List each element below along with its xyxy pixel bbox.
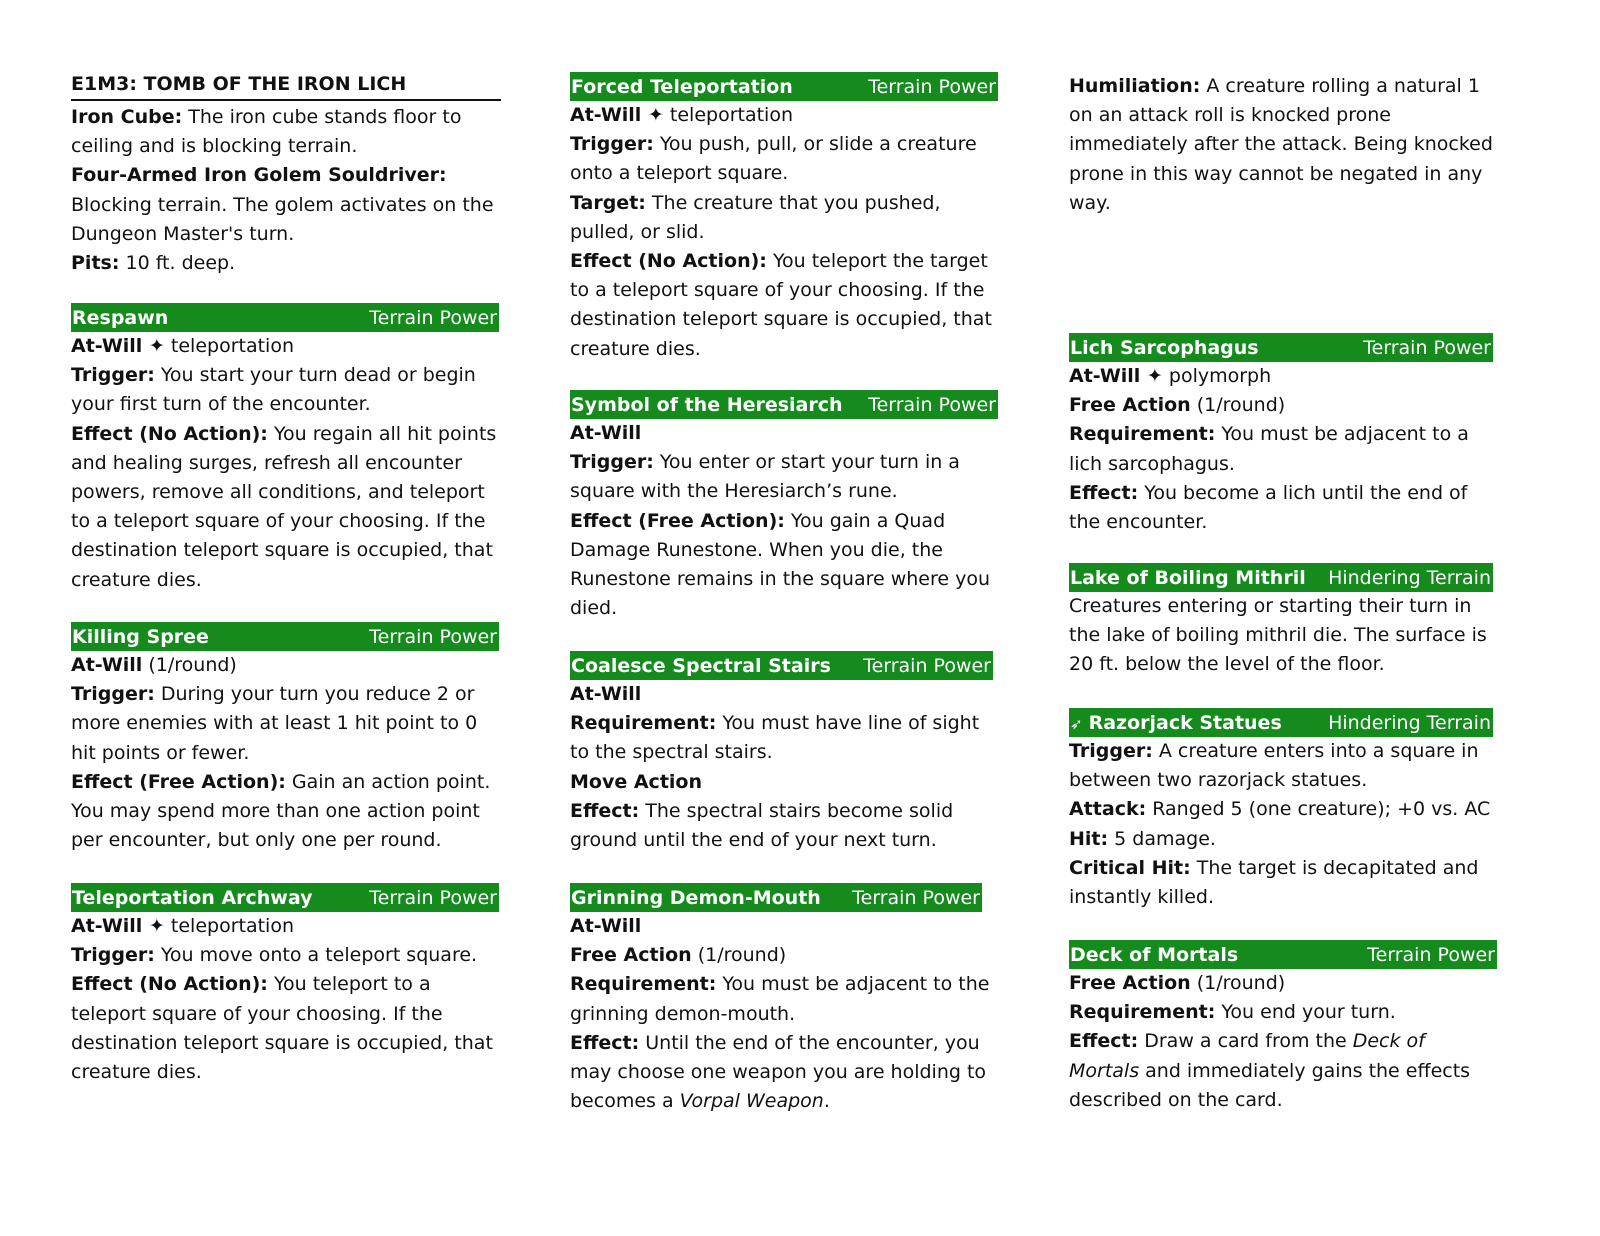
forced-teleportation-target: Target: The creature that you pushed, pulled, or slid. — [570, 191, 941, 243]
demon-mouth-header: Grinning Demon-Mouth Terrain Power — [570, 883, 982, 912]
forced-teleportation-usage: At-Will ✦ teleportation — [570, 104, 793, 126]
lich-sarcophagus-usage: At-Will ✦ polymorph — [1069, 365, 1272, 387]
demon-mouth-requirement: Requirement: You must be adjacent to the grinning demon-mouth. — [570, 973, 990, 1025]
spectral-stairs-usage: At-Will — [570, 683, 642, 705]
demon-mouth-usage: At-Will — [570, 915, 642, 937]
forced-teleportation-effect: Effect (No Action): You teleport the target to a teleport square of your choosing. If the destination teleport square is occupied, that creature dies. — [570, 250, 992, 360]
deck-of-mortals-requirement: Requirement: You end your turn. — [1069, 1001, 1396, 1024]
forced-teleportation-trigger: Trigger: You push, pull, or slide a creature onto a teleport square. — [570, 133, 977, 185]
teleportation-archway-header: Teleportation Archway Terrain Power — [71, 883, 499, 912]
page-title: E1M3: TOMB OF THE IRON LICH — [71, 72, 501, 101]
deck-of-mortals-header: Deck of Mortals Terrain Power — [1069, 940, 1497, 969]
boiling-mithril-text: Creatures entering or starting their turn in the lake of boiling mithril die. The surface is 20 ft. below the level of the floor. — [1069, 595, 1487, 676]
spectral-stairs-requirement: Requirement: You must have line of sight to the spectral stairs. — [570, 712, 980, 764]
lich-sarcophagus-action: Free Action (1/round) — [1069, 394, 1286, 417]
symbol-heresiarch-card — [570, 390, 998, 623]
symbol-heresiarch-effect: Effect (Free Action): You gain a Quad Damage Runestone. When you die, the Runestone remains in the square where you died. — [570, 509, 991, 620]
killing-spree-trigger: Trigger: During your turn you reduce 2 or more enemies with at least 1 hit point to 0 hit points or fewer. — [71, 683, 478, 764]
humiliation-entry: Humiliation: A creature rolling a natural 1 on an attack roll is knocked prone immediately after the attack. Being knocked prone in this way cannot be negated in any way. — [1069, 75, 1493, 214]
lich-sarcophagus-card — [1069, 333, 1493, 537]
razorjack-header: ➶ Razorjack Statues Hindering Terrain — [1069, 708, 1493, 737]
deck-of-mortals-card — [1069, 940, 1497, 1115]
boiling-mithril-card — [1069, 563, 1493, 680]
iron-cube-entry: Iron Cube: The iron cube stands floor to ceiling and is blocking terrain. — [71, 106, 462, 158]
razorjack-critical-hit: Critical Hit: The target is decapitated and instantly killed. — [1069, 856, 1479, 909]
razorjack-trigger: Trigger: A creature enters into a square in between two razorjack statues. — [1069, 740, 1479, 792]
lich-sarcophagus-effect: Effect: You become a lich until the end of the encounter. — [1069, 481, 1468, 534]
symbol-heresiarch-usage: At-Will — [570, 422, 642, 444]
spectral-stairs-effect: Effect: The spectral stairs become solid ground until the end of your next turn. — [570, 799, 954, 852]
respawn-card — [71, 303, 499, 595]
respawn-usage: At-Will ✦ teleportation — [71, 335, 294, 357]
demon-mouth-action: Free Action (1/round) — [570, 944, 787, 967]
symbol-heresiarch-trigger: Trigger: You enter or start your turn in a square with the Heresiarch’s rune. — [570, 451, 960, 503]
respawn-trigger: Trigger: You start your turn dead or begin your first turn of the encounter. — [71, 364, 476, 416]
pits-entry: Pits: 10 ft. deep. — [71, 252, 236, 275]
forced-teleportation-header: Forced Teleportation Terrain Power — [570, 72, 998, 101]
razorjack-attack: Attack: Ranged 5 (one creature); +0 vs. AC — [1069, 798, 1491, 821]
lich-sarcophagus-requirement: Requirement: You must be adjacent to a lich sarcophagus. — [1069, 423, 1469, 475]
intro-block — [71, 72, 501, 278]
spectral-stairs-action: Move Action — [570, 770, 702, 793]
respawn-effect: Effect (No Action): You regain all hit points and healing surges, refresh all encounter powers, remove all conditions, and teleport to a teleport square of your choosing. If the destination teleport square is occupied, that creature dies. — [71, 422, 497, 591]
demon-mouth-card — [570, 883, 998, 1116]
humiliation-block — [1069, 72, 1499, 218]
killing-spree-effect: Effect (Free Action): Gain an action point. You may spend more than one action point per encounter, but only one per round. — [71, 770, 491, 852]
razorjack-hit: Hit: 5 damage. — [1069, 827, 1216, 850]
respawn-header: Respawn Terrain Power — [71, 303, 499, 332]
lich-sarcophagus-header: Lich Sarcophagus Terrain Power — [1069, 333, 1493, 362]
razorjack-card — [1069, 708, 1493, 912]
teleportation-archway-effect: Effect (No Action): You teleport to a teleport square of your choosing. If the destination teleport square is occupied, that creature dies. — [71, 973, 493, 1084]
boiling-mithril-header: Lake of Boiling Mithril Hindering Terrain — [1069, 563, 1493, 592]
golem-entry: Four-Armed Iron Golem Souldriver: Blocking terrain. The golem activates on the Dungeon Master's turn. — [71, 164, 494, 245]
ranged-attack-icon: ➶ — [1070, 715, 1083, 733]
killing-spree-usage: At-Will (1/round) — [71, 654, 237, 676]
deck-of-mortals-action: Free Action (1/round) — [1069, 972, 1286, 994]
spectral-stairs-header: Coalesce Spectral Stairs Terrain Power — [570, 651, 993, 680]
forced-teleportation-card — [570, 72, 998, 364]
teleportation-archway-trigger: Trigger: You move onto a teleport square. — [71, 944, 478, 967]
teleportation-archway-card — [71, 883, 499, 1087]
teleportation-archway-usage: At-Will ✦ teleportation — [71, 915, 294, 937]
killing-spree-card — [71, 622, 499, 855]
killing-spree-header: Killing Spree Terrain Power — [71, 622, 499, 651]
demon-mouth-effect: Effect: Until the end of the encounter, you may choose one weapon you are holding to becomes a Vorpal Weapon. — [570, 1031, 987, 1113]
symbol-heresiarch-header: Symbol of the Heresiarch Terrain Power — [570, 390, 998, 419]
spectral-stairs-card — [570, 651, 998, 855]
deck-of-mortals-effect: Effect: Draw a card from the Deck of Mortals and immediately gains the effects described on the card. — [1069, 1030, 1471, 1111]
